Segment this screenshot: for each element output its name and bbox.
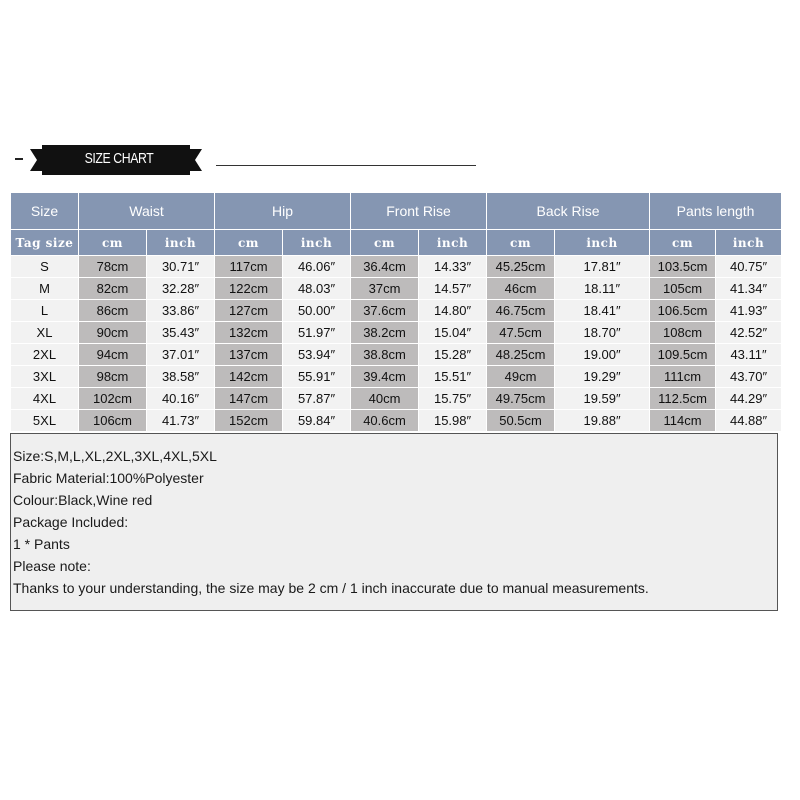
- size-cell: 3XL: [11, 366, 79, 388]
- inch-cell: 46.06″: [283, 256, 351, 278]
- inch-cell: 15.04″: [419, 322, 487, 344]
- size-cell: 5XL: [11, 410, 79, 432]
- cm-cell: 39.4cm: [351, 366, 419, 388]
- cm-cell: 109.5cm: [650, 344, 716, 366]
- inch-cell: 14.80″: [419, 300, 487, 322]
- inch-cell: 38.58″: [147, 366, 215, 388]
- size-chart-banner: [0, 140, 800, 180]
- cm-cell: 112.5cm: [650, 388, 716, 410]
- cm-cell: 142cm: [215, 366, 283, 388]
- cm-cell: 48.25cm: [487, 344, 555, 366]
- header-size: Size: [11, 193, 79, 230]
- subheader-cm: cm: [351, 230, 419, 256]
- inch-cell: 15.28″: [419, 344, 487, 366]
- cm-cell: 46cm: [487, 278, 555, 300]
- cm-cell: 114cm: [650, 410, 716, 432]
- banner-title: SIZE CHART: [84, 150, 154, 167]
- subheader-inch: inch: [716, 230, 782, 256]
- inch-cell: 14.33″: [419, 256, 487, 278]
- subheader-inch: inch: [283, 230, 351, 256]
- inch-cell: 40.16″: [147, 388, 215, 410]
- cm-cell: 47.5cm: [487, 322, 555, 344]
- inch-cell: 42.52″: [716, 322, 782, 344]
- inch-cell: 19.00″: [555, 344, 650, 366]
- header-hip: Hip: [215, 193, 351, 230]
- inch-cell: 17.81″: [555, 256, 650, 278]
- table-row: [11, 366, 782, 388]
- cm-cell: 108cm: [650, 322, 716, 344]
- note-line: Please note:: [13, 558, 91, 574]
- inch-cell: 43.11″: [716, 344, 782, 366]
- cm-cell: 50.5cm: [487, 410, 555, 432]
- size-cell: 4XL: [11, 388, 79, 410]
- cm-cell: 40.6cm: [351, 410, 419, 432]
- cm-cell: 82cm: [79, 278, 147, 300]
- subheader-cm: cm: [79, 230, 147, 256]
- inch-cell: 41.93″: [716, 300, 782, 322]
- inch-cell: 32.28″: [147, 278, 215, 300]
- cm-cell: 152cm: [215, 410, 283, 432]
- inch-cell: 15.98″: [419, 410, 487, 432]
- table-row: [11, 344, 782, 366]
- inch-cell: 48.03″: [283, 278, 351, 300]
- inch-cell: 53.94″: [283, 344, 351, 366]
- cm-cell: 37.6cm: [351, 300, 419, 322]
- table-row: [11, 322, 782, 344]
- cm-cell: 106.5cm: [650, 300, 716, 322]
- cm-cell: 106cm: [79, 410, 147, 432]
- subheader-inch: inch: [147, 230, 215, 256]
- inch-cell: 19.88″: [555, 410, 650, 432]
- cm-cell: 90cm: [79, 322, 147, 344]
- banner-rule: [216, 165, 476, 166]
- inch-cell: 41.73″: [147, 410, 215, 432]
- table-row: [11, 300, 782, 322]
- cm-cell: 105cm: [650, 278, 716, 300]
- subheader-cm: cm: [650, 230, 716, 256]
- cm-cell: 46.75cm: [487, 300, 555, 322]
- inch-cell: 15.75″: [419, 388, 487, 410]
- inch-cell: 44.88″: [716, 410, 782, 432]
- inch-cell: 18.70″: [555, 322, 650, 344]
- subheader-cm: cm: [215, 230, 283, 256]
- cm-cell: 38.2cm: [351, 322, 419, 344]
- inch-cell: 59.84″: [283, 410, 351, 432]
- inch-cell: 33.86″: [147, 300, 215, 322]
- header-waist: Waist: [79, 193, 215, 230]
- size-cell: M: [11, 278, 79, 300]
- cm-cell: 122cm: [215, 278, 283, 300]
- table-row: [11, 278, 782, 300]
- table-header-row: [11, 193, 782, 230]
- size-cell: S: [11, 256, 79, 278]
- note-line: Size:S,M,L,XL,2XL,3XL,4XL,5XL: [13, 448, 217, 464]
- cm-cell: 127cm: [215, 300, 283, 322]
- cm-cell: 103.5cm: [650, 256, 716, 278]
- inch-cell: 30.71″: [147, 256, 215, 278]
- inch-cell: 35.43″: [147, 322, 215, 344]
- cm-cell: 94cm: [79, 344, 147, 366]
- banner-dash: [15, 158, 23, 160]
- header-back-rise: Back Rise: [487, 193, 650, 230]
- cm-cell: 78cm: [79, 256, 147, 278]
- cm-cell: 40cm: [351, 388, 419, 410]
- cm-cell: 98cm: [79, 366, 147, 388]
- inch-cell: 15.51″: [419, 366, 487, 388]
- cm-cell: 38.8cm: [351, 344, 419, 366]
- note-line: Package Included:: [13, 514, 129, 530]
- cm-cell: 45.25cm: [487, 256, 555, 278]
- table-subheader-row: [11, 230, 782, 256]
- cm-cell: 49cm: [487, 366, 555, 388]
- inch-cell: 37.01″: [147, 344, 215, 366]
- size-cell: 2XL: [11, 344, 79, 366]
- inch-cell: 57.87″: [283, 388, 351, 410]
- inch-cell: 51.97″: [283, 322, 351, 344]
- cm-cell: 37cm: [351, 278, 419, 300]
- cm-cell: 49.75cm: [487, 388, 555, 410]
- subheader-inch: inch: [419, 230, 487, 256]
- size-cell: XL: [11, 322, 79, 344]
- header-front-rise: Front Rise: [351, 193, 487, 230]
- subheader-inch: inch: [555, 230, 650, 256]
- subheader-cm: cm: [487, 230, 555, 256]
- header-pants-length: Pants length: [650, 193, 782, 230]
- inch-cell: 50.00″: [283, 300, 351, 322]
- inch-cell: 19.59″: [555, 388, 650, 410]
- cm-cell: 36.4cm: [351, 256, 419, 278]
- product-notes: [10, 433, 778, 611]
- cm-cell: 137cm: [215, 344, 283, 366]
- table-row: [11, 388, 782, 410]
- inch-cell: 19.29″: [555, 366, 650, 388]
- note-line: Fabric Material:100%Polyester: [13, 470, 204, 486]
- note-line: Thanks to your understanding, the size may be 2 cm / 1 inch inaccurate due to manual measurements.: [13, 580, 649, 596]
- inch-cell: 18.41″: [555, 300, 650, 322]
- cm-cell: 117cm: [215, 256, 283, 278]
- size-table: [10, 192, 782, 432]
- inch-cell: 40.75″: [716, 256, 782, 278]
- inch-cell: 43.70″: [716, 366, 782, 388]
- size-cell: L: [11, 300, 79, 322]
- cm-cell: 147cm: [215, 388, 283, 410]
- cm-cell: 86cm: [79, 300, 147, 322]
- subheader-tag-size: Tag size: [11, 230, 79, 256]
- note-line: Colour:Black,Wine red: [13, 492, 153, 508]
- cm-cell: 111cm: [650, 366, 716, 388]
- table-row: [11, 410, 782, 432]
- inch-cell: 44.29″: [716, 388, 782, 410]
- inch-cell: 41.34″: [716, 278, 782, 300]
- inch-cell: 55.91″: [283, 366, 351, 388]
- inch-cell: 14.57″: [419, 278, 487, 300]
- note-line: 1 * Pants: [13, 536, 70, 552]
- inch-cell: 18.11″: [555, 278, 650, 300]
- cm-cell: 102cm: [79, 388, 147, 410]
- table-row: [11, 256, 782, 278]
- cm-cell: 132cm: [215, 322, 283, 344]
